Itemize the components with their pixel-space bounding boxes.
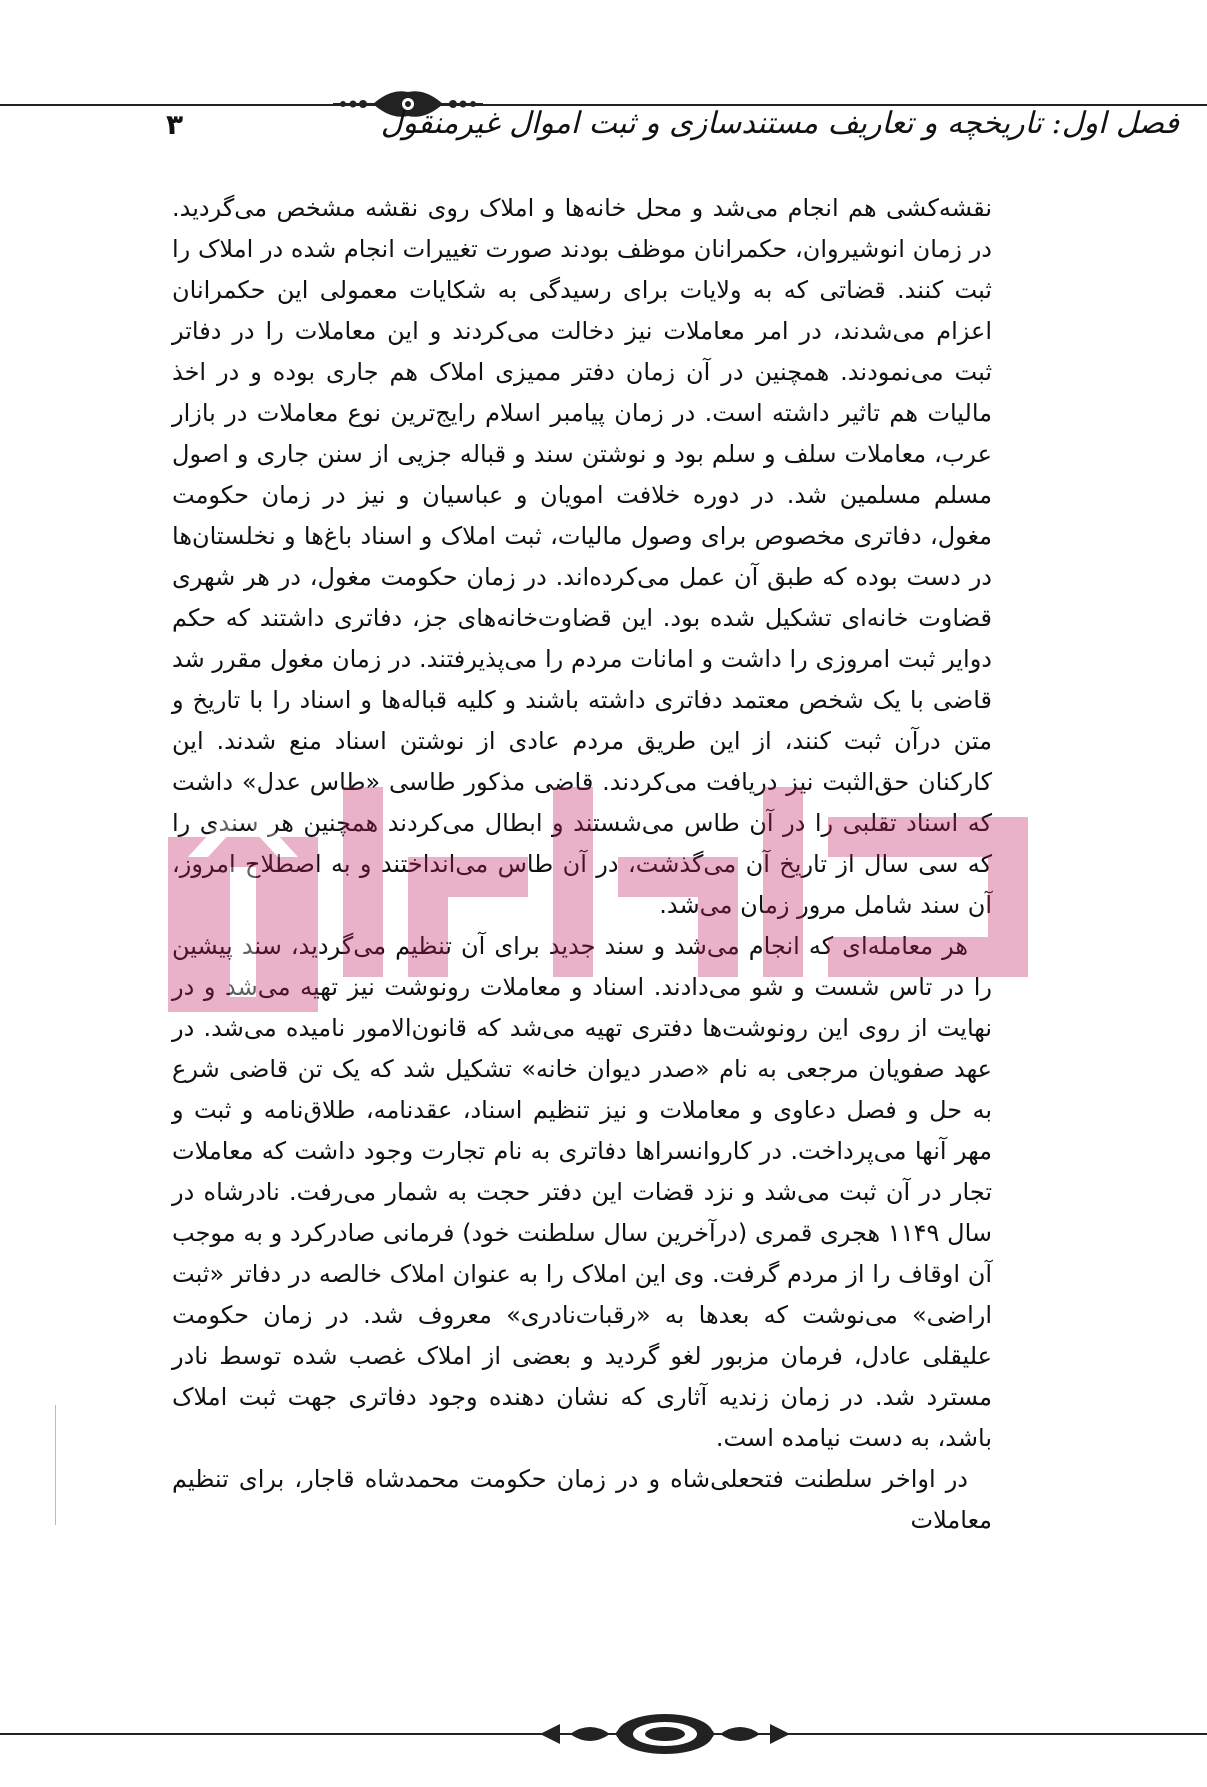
- page-number: ۳: [166, 108, 184, 141]
- body-paragraph-1: نقشه‌کشی هم انجام می‌شد و محل خانه‌ها و املاک روی نقشه مشخص می‌گردید. در زمان انوشیروان، حکمرانان موظف بودند صورت تغییرات انجام شده در املاک را ثبت کنند. قضاتی که به ولایات برای رسیدگی به شکایات معمولی این حکمرانان اعزام می‌شدند، در امر معاملات نیز دخالت می‌کردند و این معاملات را در دفاتر ثبت می‌نمودند. همچنین در آن زمان دفتر ممیزی املاک هم جاری بوده و در اخذ مالیات هم تاثیر داشته است. در زمان پیامبر اسلام رایج‌ترین نوع معاملات در بازار عرب، معاملات سلف و سلم بود و نوشتن سند و قباله جزیی از سنن جاری و اصول مسلم مسلمین شد. در دوره خلافت امویان و عباسیان و نیز در زمان حکومت مغول، دفاتری مخصوص برای وصول مالیات، ثبت املاک و اسناد باغ‌ها و نخلستان‌ها در دست بوده که طبق آن عمل می‌کرده‌اند. در زمان حکومت مغول، در هر شهری قضاوت خانه‌ای تشکیل شده بود. این قضاوت‌خانه‌های جز، دفاتری داشتند که حکم دوایر ثبت امروزی را داشت و امانات مردم را می‌پذیرفتند. در زمان مغول مقرر شد قاضی با یک شخص معتمد دفاتری داشته باشند و کلیه قباله‌ها و اسناد را با تاریخ و متن درآن ثبت کنند، از این طریق مردم عادی از نوشتن اسناد منع شدند. این کارکنان حق‌الثبت نیز دریافت می‌کردند. قاضی مذکور طاسی «طاس عدل» داشت که اسناد تقلبی را در آن طاس می‌شستند و ابطال می‌کردند همچنین هر سندی را که سی سال از تاریخ آن می‌گذشت، در آن طاس می‌انداختند و به اصطلاح امروز، آن سند شامل مرور زمان می‌شد.: [172, 194, 992, 919]
- margin-line: [55, 1405, 56, 1525]
- chapter-title: فصل اول: تاریخچه و تعاریف مستندسازی و ثبت اموال غیرمنقول: [380, 106, 1179, 141]
- page-body: [172, 188, 992, 1541]
- page-header: [0, 0, 1207, 170]
- footer-ornament-icon: [530, 1712, 800, 1756]
- body-paragraph-2: هر معامله‌ای که انجام می‌شد و سند جدید برای آن تنظیم می‌گردید، سند پیشین را در تاس شست و شو می‌دادند. اسناد و معاملات رونوشت نیز تهیه می‌شد و در نهایت از روی این رونوشت‌ها دفتری تهیه می‌شد که قانون‌الامور نامیده می‌شد. در عهد صفویان مرجعی به نام «صدر دیوان خانه» تشکیل شد که یک تن قاضی شرع به حل و فصل دعاوی و معاملات و نیز تنظیم اسناد، عقدنامه، طلاق‌نامه و ثبت و مهر آنها می‌پرداخت. در کاروانسراها دفاتری به نام تجارت وجود داشت که معاملات تجار در آن ثبت می‌شد و نزد قضات این دفتر حجت به شمار می‌رفت. نادرشاه در سال ۱۱۴۹ هجری قمری (درآخرین سال سلطنت خود) فرمانی صادرکرد و به موجب آن اوقاف را از مردم گرفت. وی این املاک را به عنوان املاک خالصه در دفاتر «ثبت اراضی» می‌نوشت که بعدها به «رقبات‌نادری» معروف شد. در زمان حکومت علیقلی عادل، فرمان مزبور لغو گردید و بعضی از املاک غصب شده توسط نادر مسترد شد. در زمان زندیه آثاری که نشان دهنده وجود دفاتری جهت ثبت املاک باشد، به دست نیامده است.: [172, 932, 992, 1452]
- body-paragraph-3: در اواخر سلطنت فتحعلی‌شاه و در زمان حکومت محمدشاه قاجار، برای تنظیم معاملات: [172, 1465, 992, 1534]
